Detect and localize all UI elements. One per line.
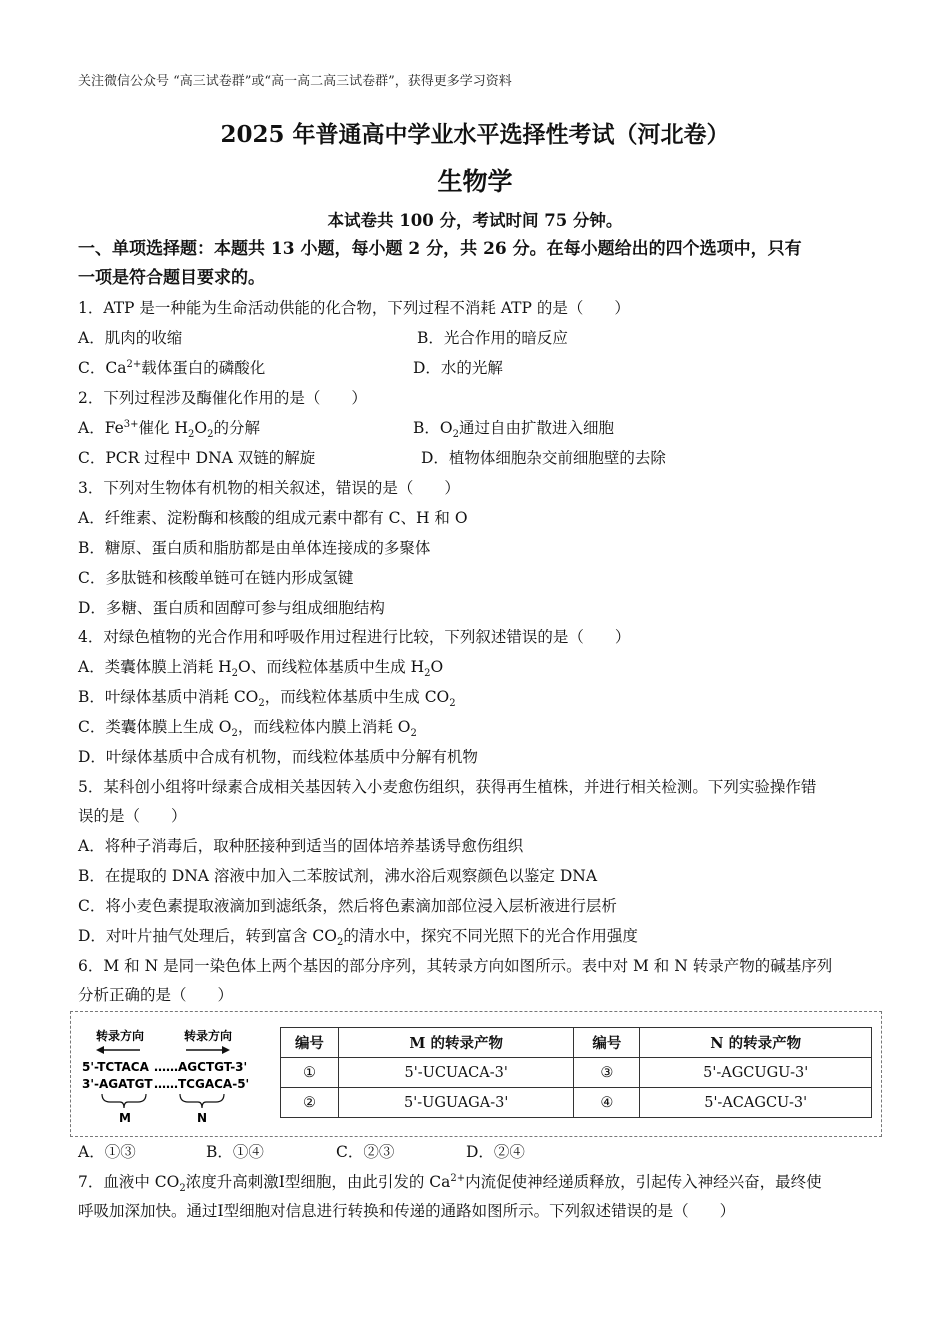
strand2-right: TCGACA-5'	[178, 1077, 250, 1091]
table-header: 编号	[281, 1028, 339, 1058]
q2-stem: 2．下列过程涉及酶催化作用的是（ ）	[78, 389, 367, 407]
q6-stem-line2: 分析正确的是（ ）	[78, 986, 234, 1004]
q1-option-a: A．肌肉的收缩	[78, 329, 183, 347]
exam-info: 本试卷共 100 分，考试时间 75 分钟。	[327, 211, 623, 230]
q5-option-c: C．将小麦色素提取液滴加到滤纸条，然后将色素滴加部位浸入层析液进行层析	[78, 897, 617, 915]
m-brace	[102, 1094, 146, 1108]
table-cell: ④	[574, 1088, 640, 1118]
table-cell: 5'-AGCUGU-3'	[640, 1058, 872, 1088]
label-m: M	[119, 1111, 131, 1125]
gene-transcription-figure	[78, 1018, 258, 1128]
q5-option-b: B．在提取的 DNA 溶液中加入二苯胺试剂，沸水浴后观察颜色以鉴定 DNA	[78, 867, 598, 885]
q3-option-c: C．多肽链和核酸单链可在链内形成氢键	[78, 569, 354, 587]
strand2-left: 3'-AGATGT	[82, 1077, 153, 1091]
strand1-right: AGCTGT-3'	[178, 1060, 248, 1074]
q6-option-b: B．①④	[206, 1143, 264, 1161]
q3-option-a: A．纤维素、淀粉酶和核酸的组成元素中都有 C、H 和 O	[78, 509, 468, 527]
q1-stem: 1．ATP 是一种能为生命活动供能的化合物，下列过程不消耗 ATP 的是（ ）	[78, 299, 630, 317]
q1-option-b: B．光合作用的暗反应	[417, 329, 568, 347]
table-cell: ③	[574, 1058, 640, 1088]
q7-stem-line2: 呼吸加深加快。通过Ⅰ型细胞对信息进行转换和传递的通路如图所示。下列叙述错误的是（ ）	[78, 1202, 736, 1220]
q3-option-d: D．多糖、蛋白质和固醇可参与组成细胞结构	[78, 599, 385, 617]
table-row	[281, 1088, 872, 1118]
table-cell: ①	[281, 1058, 339, 1088]
table-header: N 的转录产物	[640, 1028, 872, 1058]
table-header: 编号	[574, 1028, 640, 1058]
q6-stem-line1: 6．M 和 N 是同一染色体上两个基因的部分序列，其转录方向如图所示。表中对 M 和 N 转录产物的碱基序列	[78, 957, 833, 975]
q2-option-b: B．$O_2$通过自由扩散进入细胞	[413, 419, 614, 441]
left-direction-label: 转录方向	[96, 1029, 145, 1043]
n-brace	[180, 1094, 224, 1108]
table-cell: ②	[281, 1088, 339, 1118]
exam-title: 2025 年普通高中学业水平选择性考试（河北卷）	[220, 121, 730, 148]
q5-option-d: D．对叶片抽气处理后，转到富含 $CO_2$的清水中，探究不同光照下的光合作用强度	[78, 927, 638, 949]
left-arrow-icon	[96, 1046, 104, 1054]
q3-stem: 3．下列对生物体有机物的相关叙述，错误的是（ ）	[78, 479, 460, 497]
q3-option-b: B．糖原、蛋白质和脂肪都是由单体连接成的多聚体	[78, 539, 431, 557]
subject-title: 生物学	[437, 167, 513, 196]
q7-stem-line1: 7．血液中 $CO_2$浓度升高刺激Ⅰ型细胞，由此引发的 $Ca^{2+}$内流促使神经递质释放，引起传入神经兴奋，最终使	[78, 1172, 822, 1195]
section-heading-line1: 一、单项选择题：本题共 13 小题，每小题 2 分，共 26 分。在每小题给出的四个选项中，只有	[78, 239, 802, 259]
table-header-row	[281, 1028, 872, 1058]
table-cell: 5'-UCUACA-3'	[338, 1058, 574, 1088]
right-arrow-icon	[222, 1046, 230, 1054]
q4-stem: 4．对绿色植物的光合作用和呼吸作用过程进行比较，下列叙述错误的是（ ）	[78, 628, 631, 646]
table-cell: 5'-UGUAGA-3'	[338, 1088, 574, 1118]
q1-option-d: D．水的光解	[413, 359, 503, 377]
q4-option-d: D．叶绿体基质中合成有机物，而线粒体基质中分解有机物	[78, 748, 478, 766]
label-n: N	[197, 1111, 208, 1125]
table-row	[281, 1058, 872, 1088]
header-note: 关注微信公众号 “高三试卷群”或“高一高二高三试卷群”，获得更多学习资料	[78, 74, 512, 89]
q2-option-d: D．植物体细胞杂交前细胞壁的去除	[421, 449, 666, 467]
right-direction-label: 转录方向	[184, 1029, 233, 1043]
q1-option-c: C．$Ca^{2+}$载体蛋白的磷酸化	[78, 358, 266, 377]
q5-stem-line1: 5．某科创小组将叶绿素合成相关基因转入小麦愈伤组织，获得再生植株，并进行相关检测。下列实验操作错	[78, 778, 817, 796]
q4-option-c: C．类囊体膜上生成 $O_2$，而线粒体内膜上消耗 $O_2$	[78, 718, 417, 740]
q5-option-a: A．将种子消毒后，取种胚接种到适当的固体培养基诱导愈伤组织	[78, 837, 524, 855]
table-header: M 的转录产物	[338, 1028, 574, 1058]
table-cell: 5'-ACAGCU-3'	[640, 1088, 872, 1118]
strand1-dots: ……	[154, 1060, 178, 1074]
q2-option-a: A．$Fe^{3+}$催化 $H_2O_2$的分解	[78, 418, 260, 441]
q2-option-c: C．PCR 过程中 DNA 双链的解旋	[78, 449, 316, 467]
q5-stem-line2: 误的是（ ）	[78, 807, 187, 825]
transcription-product-table	[280, 1027, 872, 1118]
strand1-left: 5'-TCTACA	[82, 1060, 149, 1074]
section-heading-line2: 一项是符合题目要求的。	[78, 268, 265, 288]
q6-option-a: A．①③	[78, 1143, 136, 1161]
q6-option-c: C．②③	[336, 1143, 395, 1161]
q4-option-a: A．类囊体膜上消耗 $H_2O$、而线粒体基质中生成 $H_2O$	[78, 658, 444, 680]
q6-option-d: D．②④	[466, 1143, 525, 1161]
q4-option-b: B．叶绿体基质中消耗 $CO_2$，而线粒体基质中生成 $CO_2$	[78, 688, 456, 710]
strand2-dots: ……	[154, 1077, 178, 1091]
